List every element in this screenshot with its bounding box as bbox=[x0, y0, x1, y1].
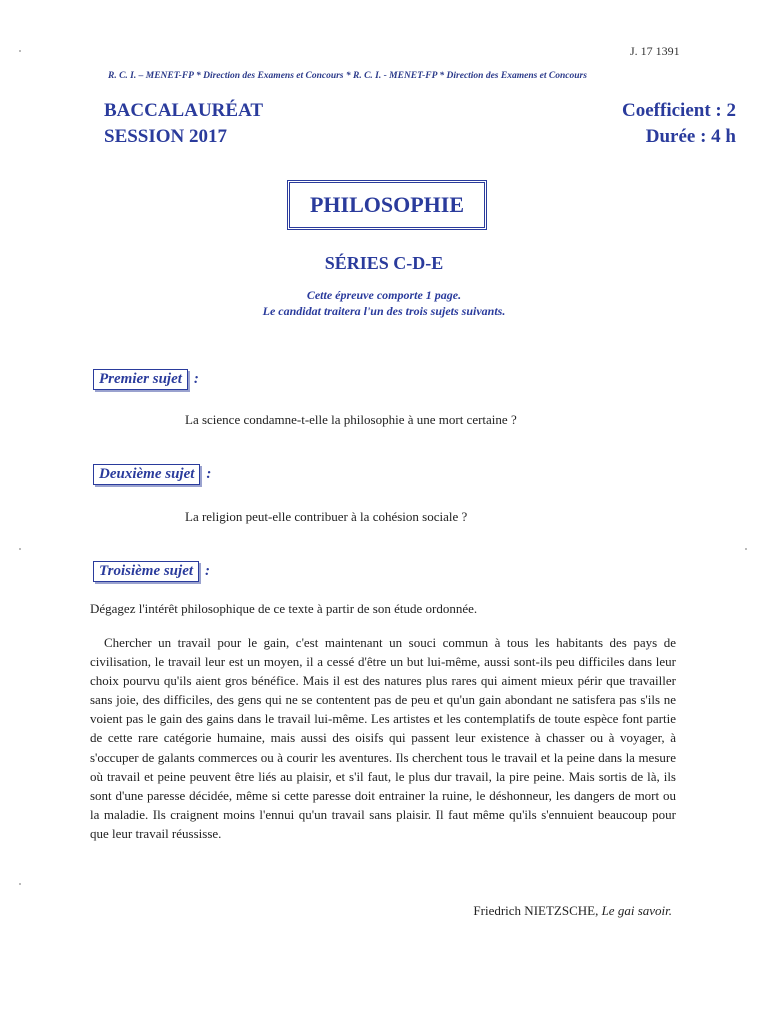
coefficient: Coefficient : 2 bbox=[622, 100, 736, 121]
sujet-label-colon: : bbox=[205, 563, 211, 579]
sujet-3-label bbox=[93, 561, 210, 582]
sujet-3-instruction: Dégagez l'intérêt philosophique de ce texte à partir de son étude ordonnée. bbox=[90, 601, 478, 616]
subject-title-box bbox=[287, 180, 487, 230]
sujet-2-label bbox=[93, 464, 211, 485]
sujet-label-colon: : bbox=[193, 371, 199, 387]
reference-number: J. 17 1391 bbox=[630, 44, 680, 58]
sujet-2-question: La religion peut-elle contribuer à la cohésion sociale ? bbox=[185, 509, 468, 524]
duration: Durée : 4 h bbox=[645, 126, 736, 147]
exam-session: SESSION 2017 bbox=[104, 126, 228, 147]
text-source bbox=[473, 903, 672, 919]
sujet-1-question: La science condamne-t-elle la philosophie à une mort certaine ? bbox=[185, 412, 517, 427]
exam-title-block bbox=[104, 98, 263, 150]
series-heading: SÉRIES C-D-E bbox=[324, 253, 444, 273]
sujet-label-text: Deuxième sujet bbox=[93, 464, 200, 485]
sujet-label-text: Premier sujet bbox=[93, 369, 188, 390]
scan-speck bbox=[19, 883, 21, 885]
instruction-line: Cette épreuve comporte 1 page. bbox=[306, 288, 462, 302]
sujet-1-label bbox=[93, 369, 199, 390]
exam-name: BACCALAURÉAT bbox=[104, 100, 264, 121]
instruction-line: Le candidat traitera l'un des trois sujets suivants. bbox=[262, 304, 506, 318]
philosophy-text: Chercher un travail pour le gain, c'est maintenant un souci commun à tous les habitants des pays de civilisation, le travail leur est un moyen, il a cessé d'être un but lui-même, aussi sont-ils peu difficiles dans leur choix pourvu qu'ils aient gros bénéfice. Mais il est des natures plus rares qui aiment mieux périr que travailler sans joie, des difficiles, des gens qui ne se contentent pas de peu et qu'un gain abondant ne satisfera pas s'ils ne voient pas le gain des gains dans le travail lui-même. Les artistes et les contemplatifs de toute espèce font partie de cette rare catégorie humaine, mais aussi des oisifs qui passent leur existence à chasser ou à voyager, à s'occuper de galants commerces ou à courir les aventures. Ils cherchent tous le travail et la peine dans la mesure où travail et peine peuvent être liés au plaisir, et s'il faut, le plus dur travail, la pire peine. Mais sortis de là, ils sont d'une paresse décidée, même si cette paresse doit entrainer la ruine, le déshonneur, les dangers de mort ou la maladie. Ils craignent moins l'ennui qu'un travail sans plaisir. Il faut même qu'ils s'ennuient beaucoup pour que leur travail réussisse. bbox=[90, 635, 676, 841]
sujet-label-text: Troisième sujet bbox=[93, 561, 199, 582]
header-banner: R. C. I. – MENET-FP * Direction des Examens et Concours * R. C. I. - MENET-FP * Direction des Examens et Concours bbox=[108, 71, 587, 81]
exam-meta-block bbox=[622, 98, 736, 150]
scan-speck bbox=[19, 548, 21, 550]
sujet-label-colon: : bbox=[206, 466, 212, 482]
work-title: Le gai savoir. bbox=[601, 903, 672, 918]
scan-speck bbox=[19, 50, 21, 52]
scan-speck bbox=[745, 548, 747, 550]
subject-title: PHILOSOPHIE bbox=[309, 192, 465, 217]
instructions bbox=[0, 287, 768, 319]
author-name: Friedrich NIETZSCHE, bbox=[473, 903, 599, 918]
